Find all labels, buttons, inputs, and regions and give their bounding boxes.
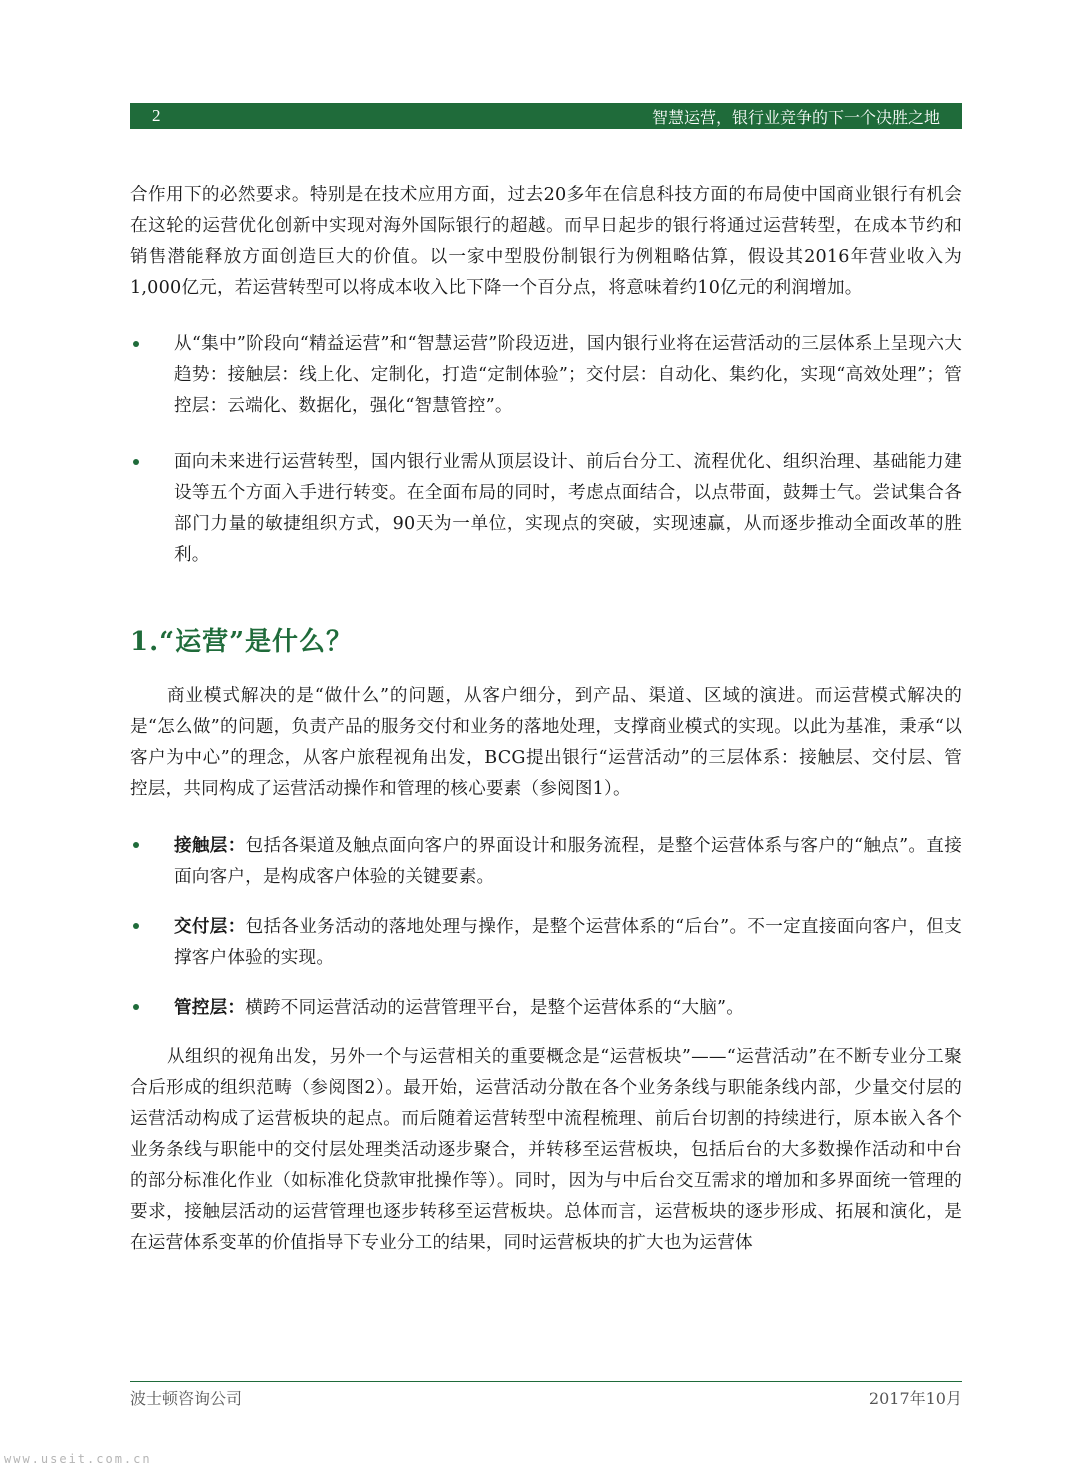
- layer-description: 横跨不同运营活动的运营管理平台，是整个运营体系的“大脑”。: [245, 998, 745, 1018]
- page-number: 2: [152, 106, 161, 125]
- bullet-text: 从“集中”阶段向“精益运营”和“智慧运营”阶段迈进，国内银行业将在运营活动的三层体系上呈现六大趋势：接触层：线上化、定制化，打造“定制体验”；交付层：自动化、集约化，实现“高效处理”；管控层：云端化、数据化，强化“智慧管控”。: [174, 334, 962, 416]
- watermark: www.useit.com.cn: [4, 1452, 152, 1466]
- layer-term: 交付层: [174, 916, 228, 937]
- footer-divider: [130, 1381, 962, 1382]
- section-heading: 1.“运营”是什么？: [130, 627, 354, 657]
- list-item: [130, 992, 962, 1024]
- layer-term: 管控层: [174, 997, 228, 1018]
- layer-term: 接触层: [174, 835, 228, 856]
- document-body: [130, 180, 962, 1259]
- header-bar: [130, 103, 962, 129]
- section-paragraph: 商业模式解决的是“做什么”的问题，从客户细分，到产品、渠道、区域的演进。而运营模式解决的是“怎么做”的问题，负责产品的服务交付和业务的落地处理，支撑商业模式的实现。以此为基准，秉承“以客户为中心”的理念，从客户旅程视角出发，BCG提出银行“运营活动”的三层体系：接触层、交付层、管控层，共同构成了运营活动操作和管理的核心要素（参阅图1）。: [130, 686, 962, 799]
- bullet-body: [174, 830, 962, 893]
- running-title: 智慧运营，银行业竞争的下一个决胜之地: [651, 107, 940, 127]
- closing-paragraph: 从组织的视角出发，另外一个与运营相关的重要概念是“运营板块”——“运营活动”在不断专业分工聚合后形成的组织范畴（参阅图2）。最开始，运营活动分散在各个业务条线与职能条线内部，少量交付层的运营活动构成了运营板块的起点。而后随着运营转型中流程梳理、前后台切割的持续进行，原本嵌入各个业务条线与职能中的交付层处理类活动逐步聚合，并转移至运营板块，包括后台的大多数操作活动和中台的部分标准化作业（如标准化贷款审批操作等）。同时，因为与中后台交互需求的增加和多界面统一管理的要求，接触层活动的运营管理也逐步转移至运营板块。总体而言，运营板块的逐步形成、拓展和演化，是在运营体系变革的价值指导下专业分工的结果，同时运营板块的扩大也为运营体: [130, 1047, 962, 1253]
- layer-description: 包括各渠道及触点面向客户的界面设计和服务流程，是整个运营体系与客户的“触点”。直接面向客户，是构成客户体验的关键要素。: [174, 836, 962, 887]
- bullet-icon: [133, 341, 139, 347]
- layer-description: 包括各业务活动的落地处理与操作，是整个运营体系的“后台”。不一定直接面向客户，但支撑客户体验的实现。: [174, 917, 962, 968]
- bullet-icon: [133, 842, 139, 848]
- term-separator: ：: [227, 916, 246, 937]
- term-separator: ：: [227, 997, 246, 1018]
- footer-date: 2017年10月: [868, 1389, 962, 1408]
- bullet-body: [174, 911, 962, 974]
- bullet-icon: [133, 1004, 139, 1010]
- intro-paragraph: 合作用下的必然要求。特别是在技术应用方面，过去20多年在信息科技方面的布局使中国商业银行有机会在这轮的运营优化创新中实现对海外国际银行的超越。而早日起步的银行将通过运营转型，在成本节约和销售潜能释放方面创造巨大的价值。以一家中型股份制银行为例粗略估算，假设其2016年营业收入为1,000亿元，若运营转型可以将成本收入比下降一个百分点，将意味着约10亿元的利润增加。: [130, 185, 962, 298]
- list-item: [130, 329, 962, 422]
- list-item: [130, 911, 962, 974]
- list-item: [130, 830, 962, 893]
- bullet-body: [174, 992, 962, 1024]
- bullet-icon: [133, 459, 139, 465]
- footer-publisher: 波士顿咨询公司: [130, 1389, 243, 1408]
- bullet-icon: [133, 923, 139, 929]
- list-item: [130, 447, 962, 571]
- term-separator: ：: [227, 835, 246, 856]
- bullet-text: 面向未来进行运营转型，国内银行业需从顶层设计、前后台分工、流程优化、组织治理、基础能力建设等五个方面入手进行转变。在全面布局的同时，考虑点面结合，以点带面，鼓舞士气。尝试集合各部门力量的敏捷组织方式，90天为一单位，实现点的突破，实现速赢，从而逐步推动全面改革的胜利。: [174, 452, 962, 565]
